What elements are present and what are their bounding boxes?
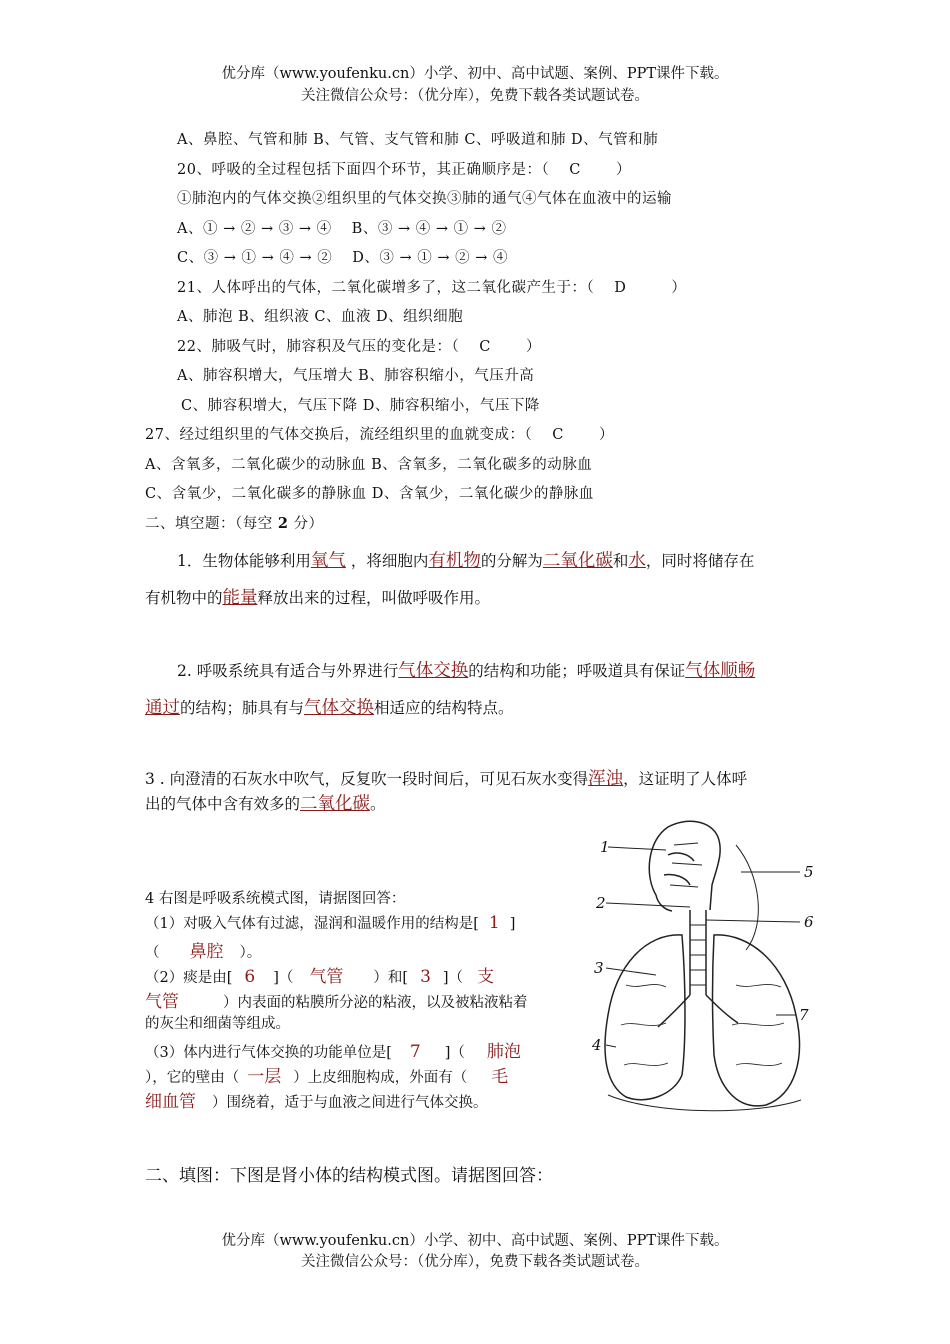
q1-text: 的分解为 [480, 552, 543, 570]
header-line-2: 关注微信公众号：（优分库），免费下载各类试题试卷。 [301, 88, 649, 104]
mc-line: 22、肺吸气时，肺容积及气压的变化是：（ C ） [177, 339, 542, 355]
q1-text: 释放出来的过程，叫做呼吸作用。 [257, 589, 491, 607]
q4-text: （3）体内进行气体交换的功能单位是[ [145, 1045, 392, 1061]
q2-text: 的结构；肺具有与 [180, 699, 305, 717]
diagram-label-2: 2 [596, 894, 606, 912]
q4-answer: 肺泡 [486, 1042, 521, 1062]
q4-part2-line-1 [145, 962, 494, 987]
q2-text: 2. 呼吸系统具有适合与外界进行 [177, 662, 399, 680]
mc-line: A、肺容积增大，气压增大 B、肺容积缩小，气压升高 [177, 368, 535, 384]
q4-answer: 1 [488, 913, 500, 933]
q1-answer: 能量 [222, 588, 258, 608]
respiratory-system-diagram [586, 815, 836, 1115]
q4-text: （ [145, 945, 160, 961]
q4-answer: 支 [477, 967, 495, 987]
q4-text: ）内表面的粘膜所分泌的粘液，以及被粘液粘着 [223, 995, 528, 1011]
diagram-label-7: 7 [799, 1006, 809, 1024]
q1-text: 有机物中的 [145, 589, 223, 607]
mc-line: A、① → ② → ③ → ④ B、③ → ④ → ① → ② [177, 221, 507, 237]
q4-answer: 毛 [491, 1067, 509, 1087]
q2-answer: 气体交换 [398, 661, 469, 681]
q1-text: 1．生物体能够利用 [177, 552, 311, 570]
q4-part3-line-2 [145, 1062, 508, 1087]
section-title-tail: 分） [293, 516, 324, 532]
section-title-diagram: 二、填图：下图是肾小体的结构模式图。请据图回答： [145, 1166, 553, 1186]
q4-text: ]（ [444, 1045, 465, 1061]
q1-line-1 [177, 547, 754, 572]
diagram-label-6: 6 [804, 913, 814, 931]
q4-text: ]（ [442, 970, 464, 986]
q4-intro: 4 右图是呼吸系统模式图，请据图回答： [145, 891, 406, 907]
header-line-1: 优分库（www.youfenku.cn）小学、初中、高中试题、案例、PPT课件下载。 [221, 66, 729, 82]
q2-text: 相适应的结构特点。 [374, 699, 514, 717]
q2-answer: 气体顺畅 [685, 661, 756, 681]
mc-line: A、含氧多，二氧化碳少的动脉血 B、含氧多，二氧化碳多的动脉血 [145, 457, 593, 473]
q4-answer: 7 [409, 1042, 421, 1062]
q1-answer: 氧气 [310, 551, 346, 571]
q4-text: ] [509, 916, 516, 932]
q1-text: ，同时将储存在 [645, 552, 755, 570]
q4-answer: 一层 [247, 1067, 282, 1087]
diagram-label-5: 5 [804, 863, 814, 881]
q2-answer: 通过 [145, 698, 180, 718]
q3-answer: 浑浊 [588, 769, 624, 789]
q4-part2-line-3: 的灰尘和细菌等组成。 [145, 1016, 290, 1032]
q4-text: ），它的壁由（ [145, 1070, 240, 1086]
mc-line: C、③ → ① → ④ → ② D、③ → ① → ② → ④ [177, 250, 509, 266]
q1-text: 和 [612, 552, 629, 570]
mc-line: 27、经过组织里的气体交换后，流经组织里的血就变成：（ C ） [145, 427, 615, 443]
q4-text: （2）痰是由[ [145, 970, 233, 986]
q4-answer: 气管 [145, 992, 179, 1012]
mc-line: A、鼻腔、气管和肺 B、气管、支气管和肺 C、呼吸道和肺 D、气管和肺 [177, 132, 659, 148]
q3-text: 3 . 向澄清的石灰水中吹气，反复吹一段时间后，可见石灰水变得 [145, 770, 589, 788]
q4-answer: 鼻腔 [189, 942, 224, 962]
q3-answer: 二氧化碳 [300, 794, 371, 814]
q4-part1-line-2 [145, 937, 261, 962]
q4-text: ）和[ [373, 970, 409, 986]
q1-text: ，将细胞内 [350, 552, 429, 570]
q4-part3-line-1 [145, 1037, 521, 1062]
q1-answer: 水 [628, 551, 646, 571]
q2-line-2 [145, 694, 514, 719]
q4-text: ）。 [239, 945, 262, 961]
q3-text: ，这证明了人体呼 [623, 770, 748, 788]
q1-line-2 [145, 584, 490, 609]
q2-text: 的结构和功能；呼吸道具有保证 [468, 662, 686, 680]
q4-part3-line-3 [145, 1087, 488, 1112]
q2-line-1 [177, 657, 755, 682]
footer-line-2: 关注微信公众号：（优分库），免费下载各类试题试卷。 [301, 1254, 649, 1270]
q4-part2-line-2 [145, 987, 528, 1012]
q4-answer: 3 [420, 967, 431, 987]
q3-line-2 [145, 790, 386, 815]
q4-text: ）上皮细胞构成，外面有（ [293, 1070, 468, 1086]
section-title-text: 二、填空题：（每空 [145, 516, 273, 532]
mc-line: A、肺泡 B、组织液 C、血液 D、组织细胞 [177, 309, 464, 325]
section-points: 2 [277, 515, 289, 532]
q3-line-1 [145, 765, 747, 790]
diagram-label-4: 4 [592, 1036, 602, 1054]
diagram-label-1: 1 [600, 838, 610, 856]
mc-line: C、含氧少，二氧化碳多的静脉血 D、含氧少，二氧化碳少的静脉血 [145, 486, 594, 502]
q1-answer: 有机物 [428, 551, 481, 571]
footer-line-1: 优分库（www.youfenku.cn）小学、初中、高中试题、案例、PPT课件下载。 [221, 1233, 729, 1249]
q3-text: 。 [370, 795, 386, 813]
q4-part1-line-1 [145, 912, 515, 933]
q4-text: ]（ [273, 970, 294, 986]
q4-text: （1）对吸入气体有过滤，湿润和温暖作用的结构是[ [145, 916, 479, 932]
q1-answer: 二氧化碳 [542, 551, 613, 571]
q3-text: 出的气体中含有效多的 [145, 795, 301, 813]
q4-answer: 细血管 [145, 1092, 196, 1112]
section-title-fill-blank [145, 512, 324, 533]
mc-line: 20、呼吸的全过程包括下面四个环节，其正确顺序是：（ C ） [177, 162, 632, 178]
q4-text: ）围绕着，适于与血液之间进行气体交换。 [212, 1095, 488, 1111]
q2-answer: 气体交换 [304, 698, 375, 718]
mc-line: ①肺泡内的气体交换②组织里的气体交换③肺的通气④气体在血液中的运输 [177, 191, 672, 207]
q4-answer: 6 [244, 967, 256, 987]
diagram-label-3: 3 [594, 959, 604, 977]
mc-line: C、肺容积增大，气压下降 D、肺容积缩小，气压下降 [181, 398, 540, 414]
mc-line: 21、人体呼出的气体，二氧化碳增多了，这二氧化碳产生于：（ D ） [177, 280, 687, 296]
q4-answer: 气管 [309, 967, 344, 987]
